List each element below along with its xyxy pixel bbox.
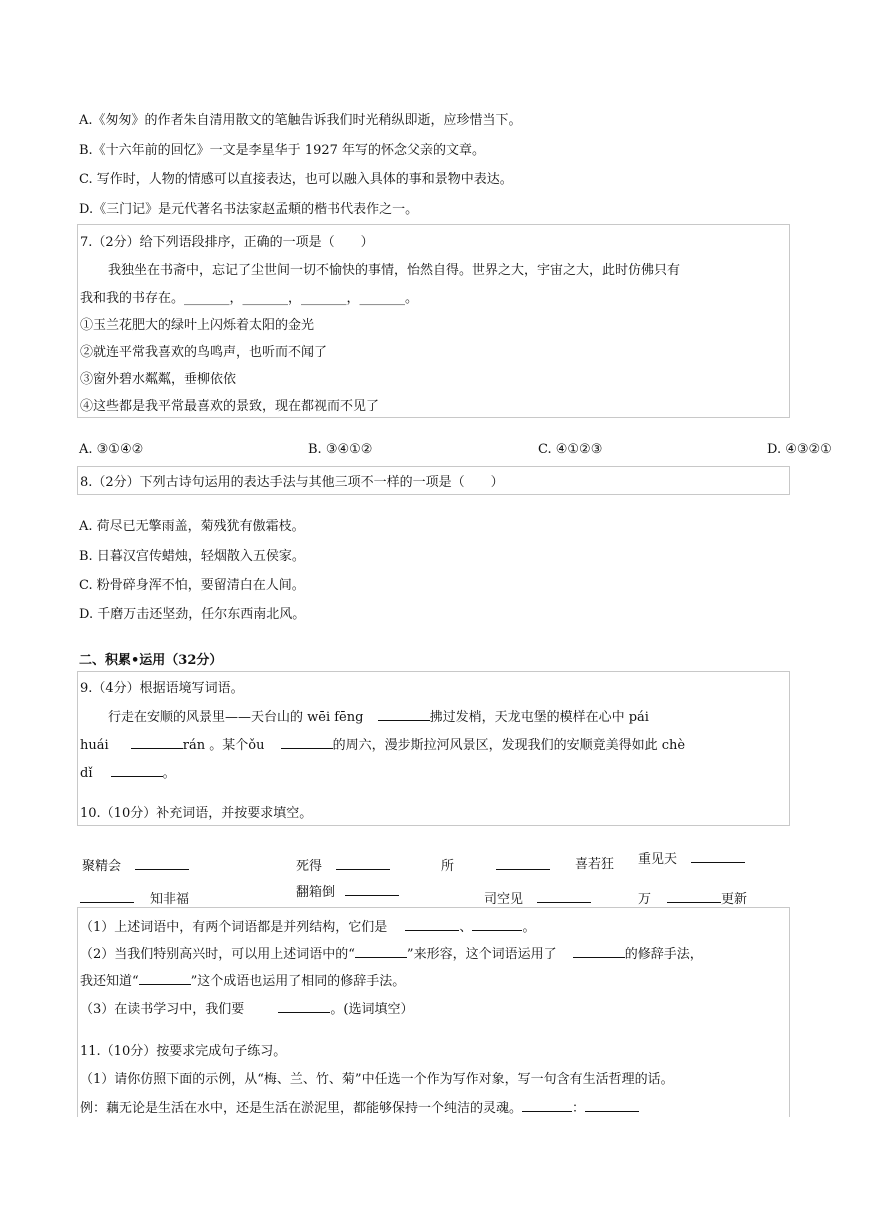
q9-line1 (108, 707, 649, 727)
q6-option-a: A.《匆匆》的作者朱自清用散文的笔触告诉我们时光稍纵即逝，应珍惜当下。 (79, 113, 522, 128)
q9-line3-text-b: 。 (162, 766, 176, 781)
q7-choice-d: D. ④③②① (767, 442, 832, 457)
q10-blank-9[interactable] (667, 889, 721, 903)
q10-sub-2-blank-b[interactable] (573, 944, 625, 958)
q10-sub-2-text-c: 的修辞手法， (624, 947, 703, 962)
q8-option-c: C. 粉骨碎身浑不怕，要留清白在人间。 (79, 578, 305, 593)
q7-choice-a: A. ③①④② (79, 442, 144, 457)
q9-blank-4[interactable] (111, 763, 163, 777)
q11-colon: ： (572, 1101, 586, 1116)
q10-sub-3-text: （3）在读书学习中，我们要 (80, 1002, 245, 1017)
q10-sub-3 (80, 999, 414, 1019)
q10-word-7-text: 翻箱倒 (296, 885, 336, 900)
q10-sub-3-blank[interactable] (278, 999, 330, 1013)
q10-word-3 (441, 856, 550, 876)
q6-option-d: D.《三门记》是元代著名书法家赵孟頫的楷书代表作之一。 (79, 202, 419, 217)
q10-word-7 (296, 882, 399, 902)
q10-word-2-text: 死得 (296, 859, 323, 874)
q10-blank-6[interactable] (80, 889, 134, 903)
q10-word-9 (638, 889, 747, 909)
q9-line2-text-b: rán 。某个ǒu (182, 738, 265, 753)
q9-line1-text-a: 行走在安顺的风景里——天台山的 wēi fēng (108, 710, 364, 725)
q6-option-b: B.《十六年前的回忆》一文是李星华于 1927 年写的怀念父亲的文章。 (79, 143, 486, 158)
q7-passage-line1: 我独坐在书斋中，忘记了尘世间一切不愉快的事情，怡然自得。世界之大，宇宙之大，此时仿佛只有 (108, 263, 681, 278)
q10-word-3-text: 所 (441, 859, 455, 874)
q11-stem: 11.（10分）按要求完成句子练习。 (80, 1044, 287, 1059)
q10-sub-1 (80, 917, 535, 937)
q9-line2-text-a: huái (80, 738, 109, 753)
q10-word-10-text: 更新 (721, 892, 748, 907)
q10-blank-3[interactable] (496, 856, 550, 870)
q11-example (80, 1098, 639, 1118)
q10-word-9-text: 万 (638, 892, 652, 907)
q10-sub-1-end: 。 (522, 920, 536, 935)
q8-option-b: B. 日暮汉宫传蜡烛，轻烟散入五侯家。 (79, 549, 305, 564)
q10-word-1-text: 聚精会 (82, 859, 122, 874)
q10-sub-2-text-d: 我还知道“ (80, 974, 139, 989)
q9-line2 (80, 735, 685, 755)
q10-sub-1-blank-a[interactable] (405, 917, 459, 931)
q9-line3 (80, 763, 176, 783)
q9-stem: 9.（4分）根据语境写词语。 (80, 681, 244, 696)
q10-stem: 10.（10分）补充词语，并按要求填空。 (80, 806, 313, 821)
q10-word-1 (82, 856, 189, 876)
q10-sub-3-end: 。(选词填空） (330, 1002, 414, 1017)
q7-item-3: ③窗外碧水粼粼，垂柳依依 (80, 372, 237, 387)
q11-blank-b[interactable] (585, 1098, 639, 1112)
q10-word-6-text: 知非福 (150, 892, 190, 907)
q7-item-4: ④这些都是我平常最喜欢的景致，现在都视而不见了 (80, 399, 380, 414)
q10-word-2 (296, 856, 390, 876)
q10-word-8-text: 司空见 (484, 892, 524, 907)
q9-line1-text-b: 拂过发梢，天龙屯堡的模样在心中 pái (429, 710, 649, 725)
q11-example-text: 例：藕无论是生活在水中，还是生活在淤泥里，都能够保持一个纯洁的灵魂。 (80, 1101, 523, 1116)
q10-sub-1-text: （1）上述词语中，有两个词语都是并列结构，它们是 (80, 920, 388, 935)
q6-option-c: C. 写作时，人物的情感可以直接表达，也可以融入具体的事和景物中表达。 (79, 172, 513, 187)
q10-sub-2-blank-a[interactable] (355, 944, 407, 958)
q10-sub-1-sep: 、 (459, 920, 473, 935)
q10-word-8 (484, 889, 591, 909)
q10-sub-2-text-a: （2）当我们特别高兴时，可以用上述词语中的“ (80, 947, 355, 962)
q10-sub-2-cont (80, 971, 405, 991)
q10-blank-2[interactable] (336, 856, 390, 870)
q9-blank-3[interactable] (281, 735, 333, 749)
q8-option-a: A. 荷尽已无擎雨盖，菊残犹有傲霜枝。 (79, 519, 305, 534)
q7-choice-c: C. ④①②③ (538, 442, 603, 457)
q10-sub-2-text-b: ”来形容，这个词语运用了 (406, 947, 557, 962)
q8-stem: 8.（2分）下列古诗句运用的表达手法与其他三项不一样的一项是（ ） (80, 475, 504, 490)
q10-sub-2 (80, 944, 703, 964)
q10-word-6 (80, 889, 189, 909)
q7-item-2: ②就连平常我喜欢的鸟鸣声，也听而不闻了 (80, 345, 328, 360)
q7-stem: 7.（2分）给下列语段排序，正确的一项是（ ） (80, 235, 374, 250)
q9-blank-1[interactable] (378, 707, 430, 721)
q10-blank-5[interactable] (691, 849, 745, 863)
q9-blank-2[interactable] (131, 735, 183, 749)
q10-blank-8[interactable] (537, 889, 591, 903)
q10-sub-1-blank-b[interactable] (472, 917, 522, 931)
q11-sub-1: （1）请你仿照下面的示例，从“梅、兰、竹、菊”中任选一个作为写作对象，写一句含有生活哲理的话。 (80, 1072, 674, 1087)
q7-item-1: ①玉兰花肥大的绿叶上闪烁着太阳的金光 (80, 318, 315, 333)
q10-blank-1[interactable] (135, 856, 189, 870)
q9-line3-text-a: dǐ (80, 766, 93, 781)
q7-choice-b: B. ③④①② (308, 442, 373, 457)
q9-line2-text-c: 的周六，漫步斯拉河风景区，发现我们的安顺竟美得如此 chè (332, 738, 686, 753)
q11-blank-a[interactable] (522, 1098, 572, 1112)
q10-word-4: 喜若狂 (575, 857, 615, 872)
q7-passage-line2: 我和我的书存在。_______，_______，_______，_______。 (80, 291, 419, 306)
q8-option-d: D. 千磨万击还坚劲，任尔东西南北风。 (79, 607, 306, 622)
q10-sub-2-blank-c[interactable] (139, 971, 191, 985)
q10-word-5-text: 重见天 (638, 852, 678, 867)
section-title: 二、积累•运用（32分） (79, 653, 223, 668)
q10-blank-7[interactable] (345, 882, 399, 896)
q10-sub-2-text-e: ”这个成语也运用了相同的修辞手法。 (190, 974, 406, 989)
q10-word-5 (638, 849, 745, 869)
